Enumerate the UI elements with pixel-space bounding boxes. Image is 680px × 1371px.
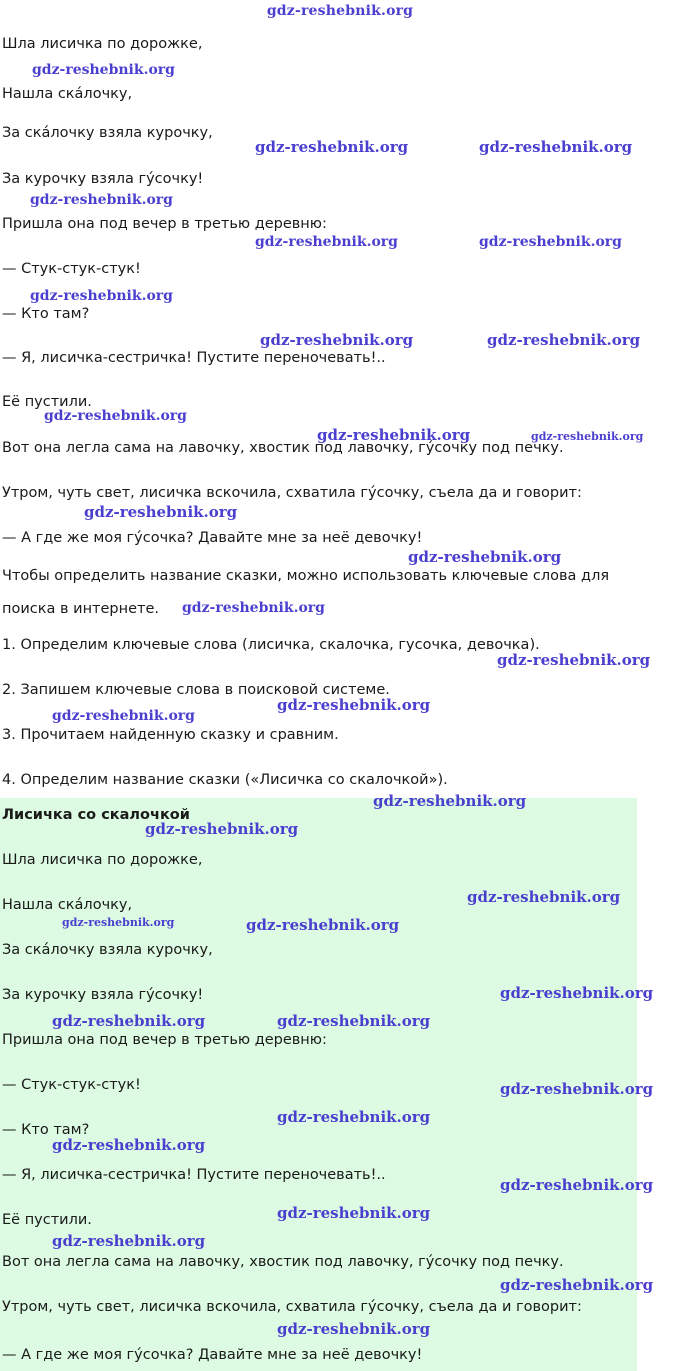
text-line-12: Чтобы определить название сказки, можно использовать ключевые слова для xyxy=(2,568,610,584)
watermark-12: gdz-reshebnik.org xyxy=(84,503,238,521)
watermark-14: gdz-reshebnik.org xyxy=(182,600,325,616)
watermark-21: gdz-reshebnik.org xyxy=(62,916,175,929)
watermark-9: gdz-reshebnik.org xyxy=(44,408,187,424)
watermark-13: gdz-reshebnik.org xyxy=(408,548,562,566)
answer-line-2: За ска́лочку взяла курочку, xyxy=(2,942,213,958)
text-line-9: Вот она легла сама на лавочку, хвостик под лавочку, гу́сочку под печку. xyxy=(2,440,564,456)
watermark-30: gdz-reshebnik.org xyxy=(277,1204,431,1222)
answer-line-3: За курочку взяла гу́сочку! xyxy=(2,987,204,1003)
answer-line-8: Её пустили. xyxy=(2,1212,92,1228)
watermark-6: gdz-reshebnik.org xyxy=(30,288,173,304)
watermark-26: gdz-reshebnik.org xyxy=(500,1080,654,1098)
answer-line-6: — Кто там? xyxy=(2,1122,90,1138)
text-line-7: — Я, лисичка-сестричка! Пустите переночевать!.. xyxy=(2,350,386,366)
watermark-20: gdz-reshebnik.org xyxy=(467,888,621,906)
text-line-15: 2. Запишем ключевые слова в поисковой системе. xyxy=(2,682,390,698)
text-line-8: Её пустили. xyxy=(2,394,92,410)
text-line-10: Утром, чуть свет, лисичка вскочила, схватила гу́сочку, съела да и говорит: xyxy=(2,485,582,501)
answer-line-7: — Я, лисичка-сестричка! Пустите переночевать!.. xyxy=(2,1167,386,1183)
watermark-0: gdz-reshebnik.org xyxy=(32,62,175,78)
watermark-2: gdz-reshebnik.org xyxy=(479,138,633,156)
answer-line-9: Вот она легла сама на лавочку, хвостик под лавочку, гу́сочку под печку. xyxy=(2,1254,564,1270)
watermark-17: gdz-reshebnik.org xyxy=(52,708,195,724)
watermark-3: gdz-reshebnik.org xyxy=(30,192,173,208)
watermark-5: gdz-reshebnik.org xyxy=(479,234,622,250)
text-line-1: Нашла ска́лочку, xyxy=(2,86,133,102)
watermark-4: gdz-reshebnik.org xyxy=(255,234,398,250)
answer-line-11: — А где же моя гу́сочка? Давайте мне за неё девочку! xyxy=(2,1347,423,1363)
text-line-4: Пришла она под вечер в третью деревню: xyxy=(2,216,327,232)
watermark-25: gdz-reshebnik.org xyxy=(277,1012,431,1030)
text-line-0: Шла лисичка по дорожке, xyxy=(2,36,203,52)
text-line-16: 3. Прочитаем найденную сказку и сравним. xyxy=(2,727,339,743)
watermark-27: gdz-reshebnik.org xyxy=(277,1108,431,1126)
watermark-23: gdz-reshebnik.org xyxy=(500,984,654,1002)
watermark-16: gdz-reshebnik.org xyxy=(277,696,431,714)
answer-title: Лисичка со скалочкой xyxy=(2,807,190,823)
watermark-33: gdz-reshebnik.org xyxy=(277,1320,431,1338)
text-line-14: 1. Определим ключевые слова (лисичка, скалочка, гусочка, девочка). xyxy=(2,637,540,653)
watermark-10: gdz-reshebnik.org xyxy=(317,426,471,444)
text-line-17: 4. Определим название сказки («Лисичка со скалочкой»). xyxy=(2,772,448,788)
text-line-3: За курочку взяла гу́сочку! xyxy=(2,171,204,187)
text-line-2: За ска́лочку взяла курочку, xyxy=(2,125,213,141)
answer-line-4: Пришла она под вечер в третью деревню: xyxy=(2,1032,327,1048)
watermark-29: gdz-reshebnik.org xyxy=(500,1176,654,1194)
watermark-1: gdz-reshebnik.org xyxy=(255,138,409,156)
text-line-5: — Стук-стук-стук! xyxy=(2,261,141,277)
answer-line-0: Шла лисичка по дорожке, xyxy=(2,852,203,868)
answer-line-5: — Стук-стук-стук! xyxy=(2,1077,141,1093)
watermark-24: gdz-reshebnik.org xyxy=(52,1012,206,1030)
watermark-22: gdz-reshebnik.org xyxy=(246,916,400,934)
watermark-31: gdz-reshebnik.org xyxy=(52,1232,206,1250)
watermark-18: gdz-reshebnik.org xyxy=(373,792,527,810)
watermark-28: gdz-reshebnik.org xyxy=(52,1136,206,1154)
text-line-13: поиска в интернете. xyxy=(2,601,160,617)
answer-line-10: Утром, чуть свет, лисичка вскочила, схватила гу́сочку, съела да и говорит: xyxy=(2,1299,582,1315)
top-watermark: gdz-reshebnik.org xyxy=(266,3,414,19)
watermark-19: gdz-reshebnik.org xyxy=(145,820,299,838)
answer-line-1: Нашла ска́лочку, xyxy=(2,897,133,913)
text-line-6: — Кто там? xyxy=(2,306,90,322)
watermark-7: gdz-reshebnik.org xyxy=(260,331,414,349)
watermark-11: gdz-reshebnik.org xyxy=(531,430,644,443)
text-line-11: — А где же моя гу́сочка? Давайте мне за неё девочку! xyxy=(2,530,423,546)
watermark-32: gdz-reshebnik.org xyxy=(500,1276,654,1294)
watermark-8: gdz-reshebnik.org xyxy=(487,331,641,349)
watermark-15: gdz-reshebnik.org xyxy=(497,651,651,669)
